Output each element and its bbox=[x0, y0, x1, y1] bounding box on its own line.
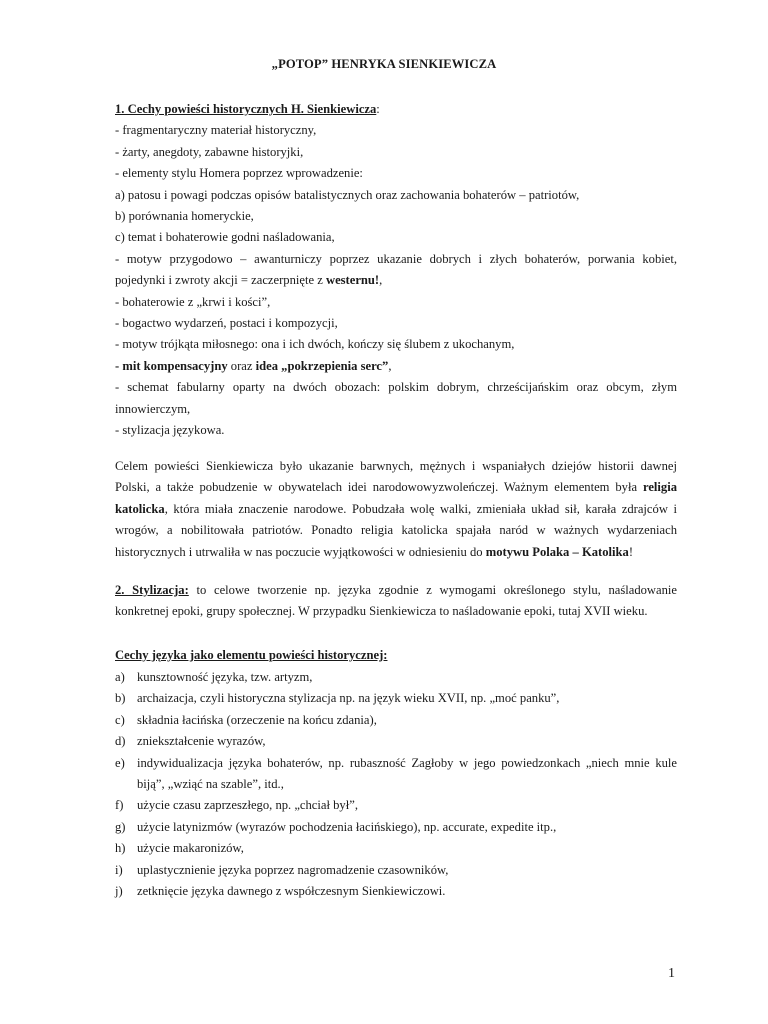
list-label: a) bbox=[115, 670, 125, 684]
list-item bbox=[115, 838, 677, 859]
list-item: - motyw trójkąta miłosnego: ona i ich dwóch, kończy się ślubem z ukochanym, bbox=[115, 337, 515, 352]
list-label: e) bbox=[115, 755, 125, 770]
page-number: 1 bbox=[668, 966, 675, 981]
list-label: j) bbox=[115, 884, 123, 899]
text-span: ! bbox=[628, 544, 634, 559]
list-text: użycie czasu zaprzeszłego, np. „chciał był”, bbox=[137, 798, 358, 813]
section-2 bbox=[115, 580, 677, 623]
list-item: - bohaterowie z „krwi i kości”, bbox=[115, 294, 271, 309]
list-item bbox=[115, 688, 677, 709]
list-item: - elementy stylu Homera poprzez wprowadzenie: bbox=[115, 166, 363, 181]
list-text: archaizacja, czyli historyczna stylizacja np. na język wieku XVII, np. „moć panku”, bbox=[137, 691, 560, 706]
list-text: kunsztowność języka, tzw. artyzm, bbox=[137, 670, 313, 684]
list-item bbox=[115, 753, 677, 796]
text-span: oraz bbox=[227, 358, 256, 373]
list-item: c) temat i bohaterowie godni naśladowania, bbox=[115, 230, 335, 245]
list-item bbox=[115, 795, 677, 816]
list-label: b) bbox=[115, 691, 126, 706]
list-item-continuation: innowierczym, bbox=[115, 401, 191, 416]
subsection-heading-text: Cechy języka jako elementu powieści historycznej: bbox=[115, 648, 388, 662]
bold-text: idea „pokrzepienia serc” bbox=[255, 358, 389, 373]
list-text: składnia łacińska (orzeczenie na końcu zdania), bbox=[137, 712, 377, 727]
section-2-heading: 2. Stylizacja: bbox=[115, 583, 189, 597]
text-span: to celowe tworzenie np. języka zgodnie z wymogami określonego stylu, naśladowanie bbox=[188, 583, 677, 597]
features-list bbox=[115, 667, 677, 902]
paragraph bbox=[115, 456, 677, 563]
list-item: a) patosu i powagi podczas opisów batalistycznych oraz zachowania bohaterów – patriotów, bbox=[115, 187, 580, 202]
list-item bbox=[115, 667, 677, 688]
list-label: i) bbox=[115, 862, 123, 877]
list-text: uplastycznienie języka poprzez nagromadzenie czasowników, bbox=[137, 862, 449, 877]
list-item-continuation bbox=[115, 270, 677, 291]
text-span: , bbox=[379, 273, 383, 288]
bold-text: westernu! bbox=[325, 273, 380, 288]
list-label: g) bbox=[115, 819, 126, 834]
list-item bbox=[115, 881, 677, 902]
text-span: , bbox=[388, 358, 392, 373]
list-item: - fragmentaryczny materiał historyczny, bbox=[115, 123, 317, 138]
list-item: - żarty, anegdoty, zabawne historyjki, bbox=[115, 144, 304, 159]
page-title: „POTOP” HENRYKA SIENKIEWICZA bbox=[271, 57, 497, 71]
list-item bbox=[115, 710, 677, 731]
list-item bbox=[115, 817, 677, 838]
paragraph-line: wrogów, a nobilitowała patriotów. Ponadto religia katolicka spajała naród w ważnych wydarzeniach bbox=[115, 523, 677, 538]
list-text-multiline bbox=[137, 753, 677, 796]
list-text: zniekształcenie wyrazów, bbox=[137, 734, 266, 749]
text-span: historycznych i utrwaliła w nas poczucie wyjątkowości w odniesieniu do bbox=[115, 544, 486, 559]
paragraph-line bbox=[115, 499, 677, 520]
text-span: pojedynki i zwroty akcji = zaczerpnięte z bbox=[115, 273, 326, 288]
list-item bbox=[115, 731, 677, 752]
list-text: zetknięcie języka dawnego z współczesnym Sienkiewiczowi. bbox=[137, 884, 446, 899]
list-text: indywidualizacja języka bohaterów, np. rubaszność Zagłoby w jego powiedzonkach „niech mnie kule bbox=[137, 755, 677, 770]
list-item: - schemat fabularny oparty na dwóch obozach: polskim dobrym, chrześcijańskim oraz obcym, złym bbox=[115, 380, 677, 395]
list-item: - stylizacja językowa. bbox=[115, 423, 225, 438]
section-1-heading bbox=[115, 99, 677, 120]
paragraph-line bbox=[115, 477, 677, 498]
list-label: h) bbox=[115, 841, 126, 856]
list-text: użycie makaronizów, bbox=[137, 841, 244, 856]
paragraph-line bbox=[115, 542, 677, 563]
section-2-line bbox=[115, 580, 677, 601]
section-1-heading-text: 1. Cechy powieści historycznych H. Sienkiewicza bbox=[115, 102, 377, 116]
bold-text: katolicka bbox=[115, 501, 165, 516]
list-item: b) porównania homeryckie, bbox=[115, 209, 254, 224]
list-item: - motyw przygodowo – awanturniczy poprzez ukazanie dobrych i złych bohaterów, porwania kobiet, bbox=[115, 251, 677, 266]
list-label: c) bbox=[115, 712, 125, 727]
paragraph-line: Celem powieści Sienkiewicza było ukazanie barwnych, mężnych i wspaniałych dziejów historii dawnej bbox=[115, 459, 677, 473]
list-text: biją”, „wziąć na szable”, itd., bbox=[137, 777, 284, 792]
list-label: d) bbox=[115, 734, 126, 749]
text-span: Polski, a także pobudzenie w obywatelach idei narodowowyzwoleńczej. Ważnym elementem była bbox=[115, 480, 643, 495]
text-span: , która miała znaczenie narodowe. Pobudzała wolę walki, zmieniała układ sił, karała zdrajców i bbox=[164, 501, 677, 516]
list-item: - bogactwo wydarzeń, postaci i kompozycji, bbox=[115, 316, 338, 331]
section-1-heading-colon: : bbox=[376, 102, 380, 116]
subsection-heading bbox=[115, 645, 677, 666]
list-item bbox=[115, 356, 677, 377]
section-2-line: konkretnej epoki, grupy społecznej. W przypadku Sienkiewicza to naśladowanie epoki, tutaj XVII wieku. bbox=[115, 604, 648, 619]
list-label: f) bbox=[115, 798, 124, 813]
list-item bbox=[115, 860, 677, 881]
bold-text: motywu Polaka – Katolika bbox=[485, 544, 629, 559]
bold-text: - mit kompensacyjny bbox=[115, 358, 228, 373]
subsection bbox=[115, 645, 677, 666]
bold-text: religia bbox=[642, 480, 677, 495]
list-text: użycie latynizmów (wyrazów pochodzenia łacińskiego), np. accurate, expedite itp., bbox=[137, 819, 557, 834]
section-1 bbox=[115, 99, 677, 442]
